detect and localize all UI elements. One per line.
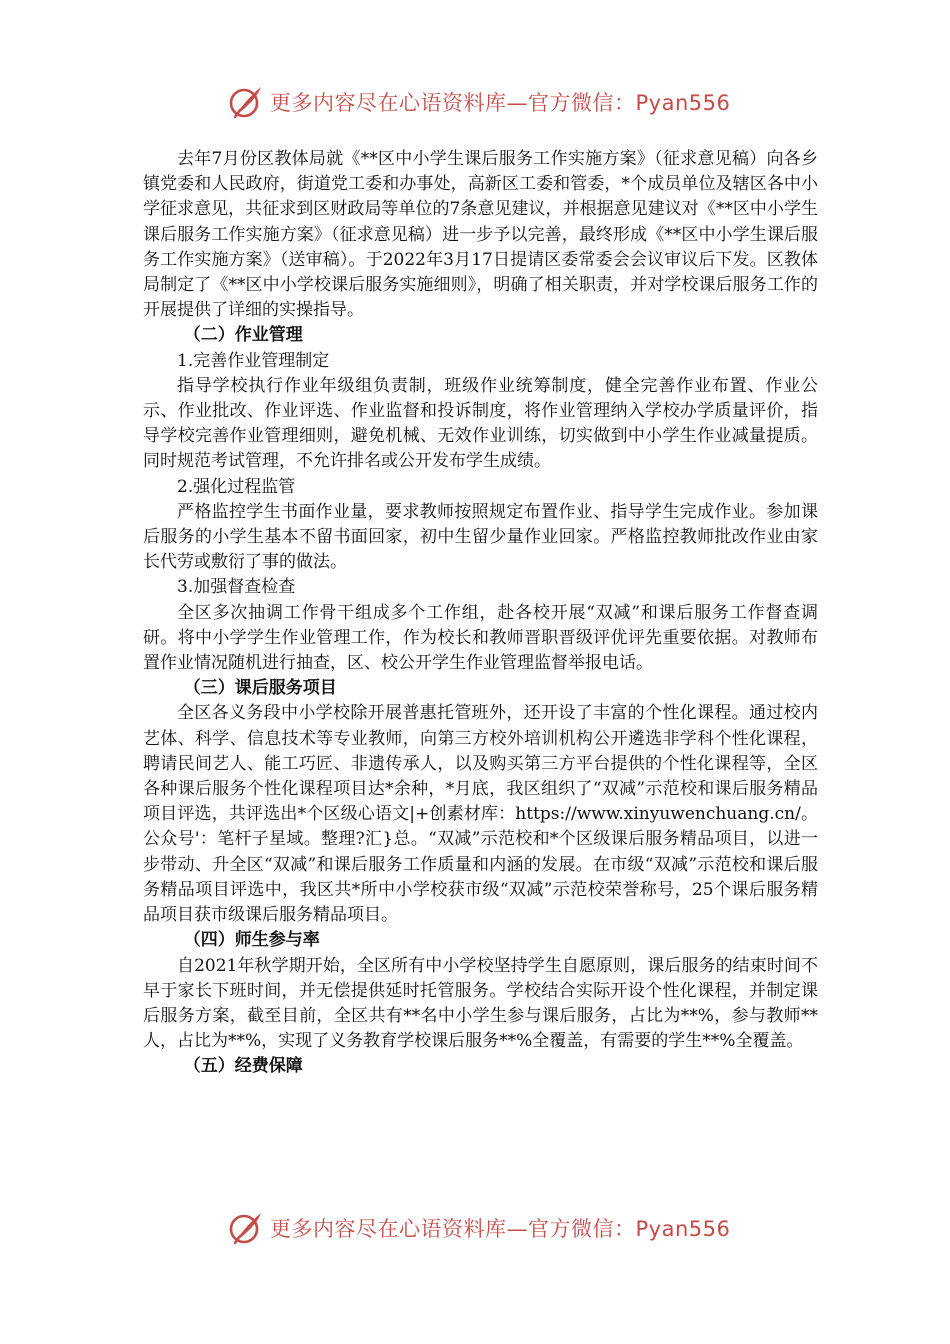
- section-heading-participation: （四）师生参与率: [183, 930, 320, 951]
- section-heading-homework: （二）作业管理: [183, 325, 303, 346]
- subheading-homework-system: 1.完善作业管理制定: [177, 350, 330, 371]
- section-heading-service-projects: （三）课后服务项目: [183, 678, 337, 699]
- section-heading-funding: （五）经费保障: [183, 1056, 303, 1077]
- banner-text: 更多内容尽在心语资料库—官方微信：Pyan556: [270, 91, 731, 115]
- paragraph-service-projects: 全区各义务段中小学校除开展普惠托管班外，还开设了丰富的个性化课程。通过校内艺体、科学、信息技术等专业教师，向第三方校外培训机构公开遴选非学科个性化课程，聘请民间艺人、能工巧匠、非遗传承人，以及购买第三方平台提供的个性化课程等，全区各种课后服务个性化课程项目达*余种，*月底，我区组织了“双减”示范校和课后服务精品项目评选，共评选出*个区级心语文|+创素材库：https://www.xinyuwenchuang.cn/。公众号'：笔杆子星域。整理?汇}总。“双减”示范校和*个区级课后服务精品项目，以进一步带动、升全区“双减”和课后服务工作质量和内涵的发展。在市级“双减”示范校和课后服务精品项目评选中，我区共*所中小学校获市级“双减”示范校荣誉称号，25个课后服务精品项目获市级课后服务精品项目。: [143, 703, 818, 926]
- subheading-inspection: 3.加强督查检查: [177, 577, 296, 598]
- paragraph-intro: 去年7月份区教体局就《**区中小学生课后服务工作实施方案》（征求意见稿）向各乡镇党委和人民政府，街道党工委和办事处，高新区工委和管委，*个成员单位及辖区各中小学征求意见，共征求到区财政局等单位的7条意见建议，并根据意见建议对《**区中小学生课后服务工作实施方案》（征求意见稿）进一步予以完善，最终形成《**区中小学生课后服务工作实施方案》（送审稿）。于2022年3月17日提请区委常委会会议审议后下发。区教体局制定了《**区中小学校课后服务实施细则》，明确了相关职责，并对学校课后服务工作的开展提供了详细的实操指导。: [143, 149, 818, 321]
- footer-banner: [228, 1208, 748, 1248]
- paragraph-process-supervision: 严格监控学生书面作业量，要求教师按照规定布置作业、指导学生完成作业。参加课后服务的小学生基本不留书面回家，初中生留少量作业回家。严格监控教师批改作业由家长代劳或敷衍了事的做法。: [143, 501, 818, 573]
- quill-pen-logo-icon: [228, 84, 264, 120]
- paragraph-participation: 自2021年秋学期开始，全区所有中小学校坚持学生自愿原则，课后服务的结束时间不早于家长下班时间，并无偿提供延时托管服务。学校结合实际开设个性化课程，并制定课后服务方案，截至目前，全区共有**名中小学生参与课后服务，占比为**%，参与教师**人，占比为**%，实现了义务教育学校课后服务**%全覆盖，有需要的学生**%全覆盖。: [143, 955, 818, 1052]
- paragraph-inspection: 全区多次抽调工作骨干组成多个工作组，赴各校开展“双减”和课后服务工作督查调研。将中小学学生作业管理工作，作为校长和教师晋职晋级评优评先重要依据。对教师布置作业情况随机进行抽查，区、校公开学生作业管理监督举报电话。: [143, 602, 818, 674]
- header-banner: [228, 82, 748, 122]
- banner-text: 更多内容尽在心语资料库—官方微信：Pyan556: [270, 1217, 731, 1241]
- quill-pen-logo-icon: [228, 1210, 264, 1246]
- paragraph-homework-system: 指导学校执行作业年级组负责制，班级作业统筹制度，健全完善作业布置、作业公示、作业批改、作业评选、作业监督和投诉制度，将作业管理纳入学校办学质量评价，指导学校完善作业管理细则，避免机械、无效作业训练，切实做到中小学生作业减量提质。同时规范考试管理，不允许排名或公开发布学生成绩。: [143, 375, 818, 472]
- document-body: [143, 147, 818, 1080]
- subheading-process-supervision: 2.强化过程监管: [177, 476, 296, 497]
